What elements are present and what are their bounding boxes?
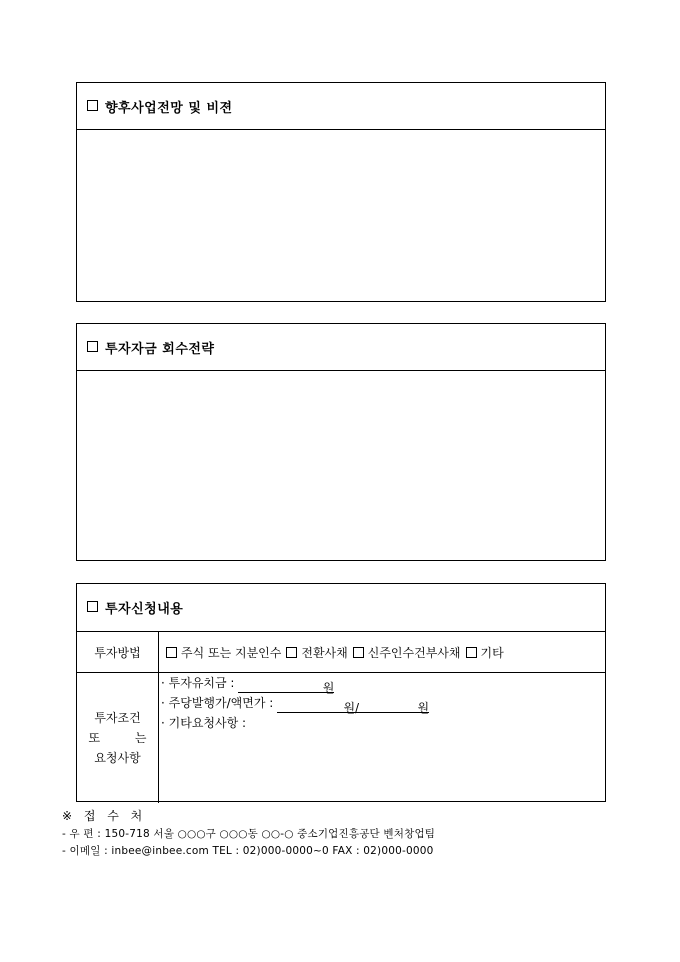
- reception-address: - 우 편 : 150-718 서울 ○○○구 ○○○동 ○○-○ 중소기업진흥공단 벤처창업팀: [62, 828, 436, 840]
- amount-field[interactable]: 원: [238, 678, 334, 693]
- option-convertible-bond[interactable]: 전환사채: [286, 644, 347, 661]
- section-title: 투자자금 회수전략: [105, 341, 215, 357]
- checkbox-icon[interactable]: [466, 647, 477, 658]
- section-title: 향후사업전망 및 비젼: [105, 100, 233, 116]
- section-header: [77, 324, 605, 371]
- checkbox-icon[interactable]: [286, 647, 297, 658]
- price-line: · 주당발행가/액면가 : 원/ 원: [161, 696, 430, 715]
- checkbox-icon[interactable]: [166, 647, 177, 658]
- checkbox-icon: [87, 601, 98, 612]
- reception-title: ※ 접 수 처: [62, 809, 147, 823]
- investment-method-row: [77, 632, 605, 673]
- issue-price-field[interactable]: 원/: [277, 698, 359, 713]
- reception-contact: - 이메일 : inbee@inbee.com TEL : 02)000-0000~0 FAX : 02)000-0000: [62, 845, 434, 857]
- option-other[interactable]: 기타: [466, 644, 504, 661]
- investment-request-section: [76, 583, 606, 802]
- section-header: [77, 584, 605, 632]
- option-warrant-bond[interactable]: 신주인수건부사채: [353, 644, 461, 661]
- section-header: [77, 83, 605, 130]
- other-request-line: · 기타요청사항 :: [161, 716, 247, 730]
- checkbox-icon[interactable]: [353, 647, 364, 658]
- recovery-strategy-section: [76, 323, 606, 561]
- conditions-label: 투자조건 또 는 요청사항: [77, 673, 159, 803]
- checkbox-icon: [87, 341, 98, 352]
- checkbox-icon: [87, 100, 98, 111]
- method-label: 투자방법: [77, 632, 159, 672]
- future-vision-section: [76, 82, 606, 302]
- reception-info: [62, 806, 435, 860]
- option-stock[interactable]: 주식 또는 지분인수: [166, 644, 281, 661]
- par-value-field[interactable]: 원: [359, 698, 429, 713]
- section-title: 투자신청내용: [105, 602, 184, 617]
- method-options: [159, 632, 605, 672]
- conditions-content: [159, 673, 605, 803]
- amount-line: · 투자유치금 : 원: [161, 676, 335, 695]
- investment-conditions-row: [77, 673, 605, 803]
